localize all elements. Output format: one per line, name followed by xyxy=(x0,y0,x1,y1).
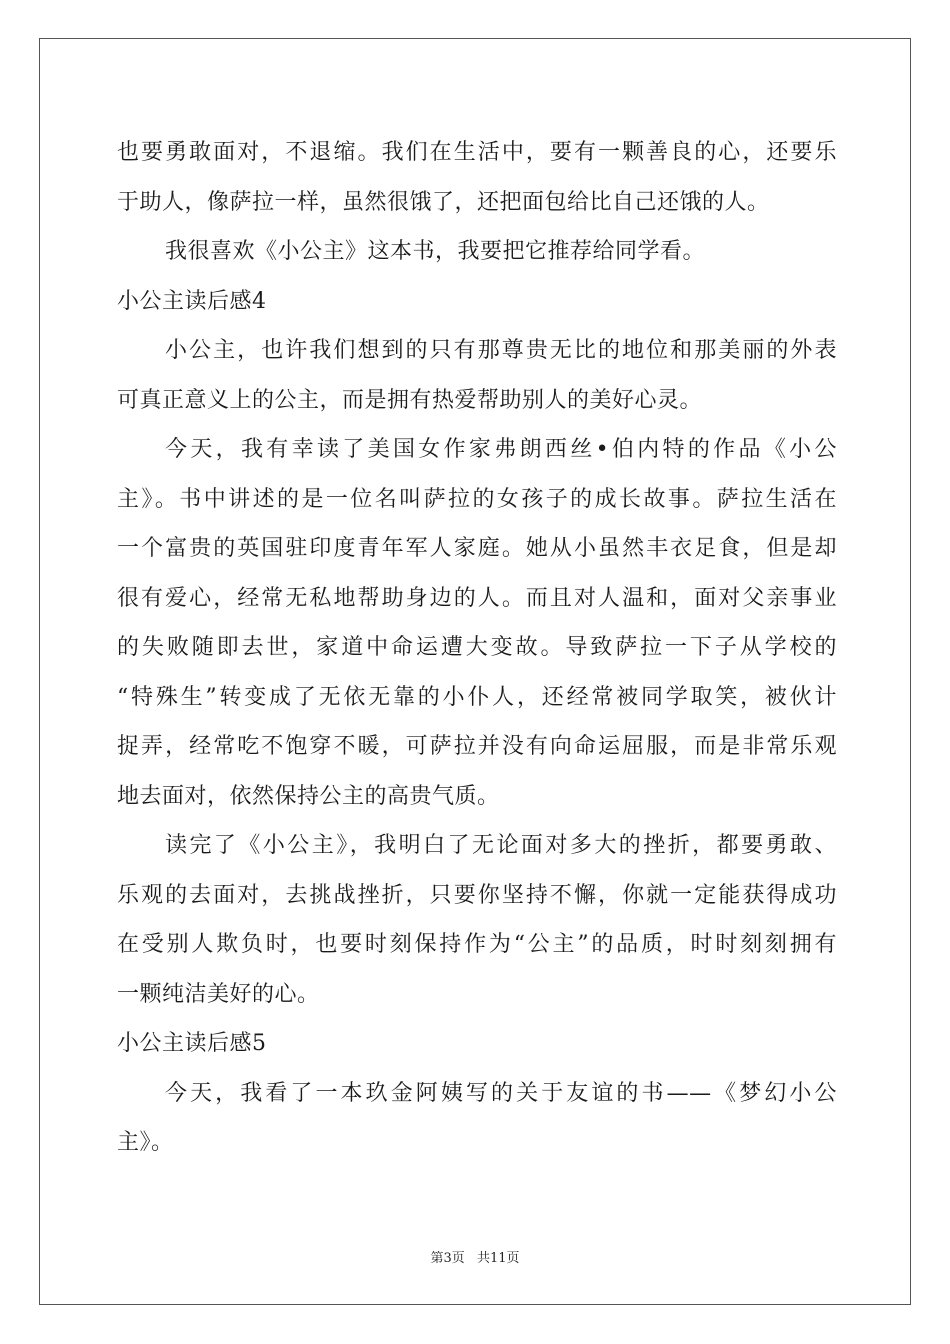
text-line: 我很喜欢《小公主》这本书，我要把它推荐给同学看。 xyxy=(165,239,706,264)
section-heading: 小公主读后感5 xyxy=(117,1031,267,1056)
text-line: 主》。 xyxy=(117,1130,174,1155)
page-total: 共11页 xyxy=(476,1251,520,1266)
text-line: 一颗纯洁美好的心。 xyxy=(117,981,320,1007)
text-line: 今天，我有幸读了美国女作家弗朗西丝•伯内特的作品《小公 xyxy=(165,437,837,462)
text-line: 很有爱心，经常无私地帮助身边的人。而且对人温和，面对父亲事业 xyxy=(117,585,837,611)
text-line: 也要勇敢面对，不退缩。我们在生活中，要有一颗善良的心，还要乐 xyxy=(117,140,837,165)
document-body xyxy=(117,128,837,1168)
text-line: 乐观的去面对，去挑战挫折，只要你坚持不懈，你就一定能获得成功 xyxy=(117,882,837,908)
text-line: 读完了《小公主》，我明白了无论面对多大的挫折，都要勇敢、 xyxy=(165,833,837,858)
page-number: 第3页 xyxy=(430,1251,465,1266)
text-line: 可真正意义上的公主，而是拥有热爱帮助别人的美好心灵。 xyxy=(117,387,703,413)
text-line: 于助人，像萨拉一样，虽然很饿了，还把面包给比自己还饿的人。 xyxy=(117,189,770,215)
text-line: 在受别人欺负时，也要时刻保持作为“公主”的品质，时时刻刻拥有 xyxy=(117,932,837,957)
text-line: 地去面对，依然保持公主的高贵气质。 xyxy=(117,783,500,809)
section-heading: 小公主读后感4 xyxy=(117,288,267,314)
text-line: 今天，我看了一本玖金阿姨写的关于友谊的书——《梦幻小公 xyxy=(165,1080,837,1106)
text-line: 主》。书中讲述的是一位名叫萨拉的女孩子的成长故事。萨拉生活在 xyxy=(117,486,837,512)
text-line: 小公主，也许我们想到的只有那尊贵无比的地位和那美丽的外表 xyxy=(165,338,837,363)
page-footer xyxy=(0,1247,950,1266)
text-line: “特殊生”转变成了无依无靠的小仆人，还经常被同学取笑，被伙计 xyxy=(117,684,837,710)
text-line: 一个富贵的英国驻印度青年军人家庭。她从小虽然丰衣足食，但是却 xyxy=(117,536,837,561)
text-line: 的失败随即去世，家道中命运遭大变故。导致萨拉一下子从学校的 xyxy=(117,635,837,660)
text-line: 捉弄，经常吃不饱穿不暖，可萨拉并没有向命运屈服，而是非常乐观 xyxy=(117,734,837,759)
